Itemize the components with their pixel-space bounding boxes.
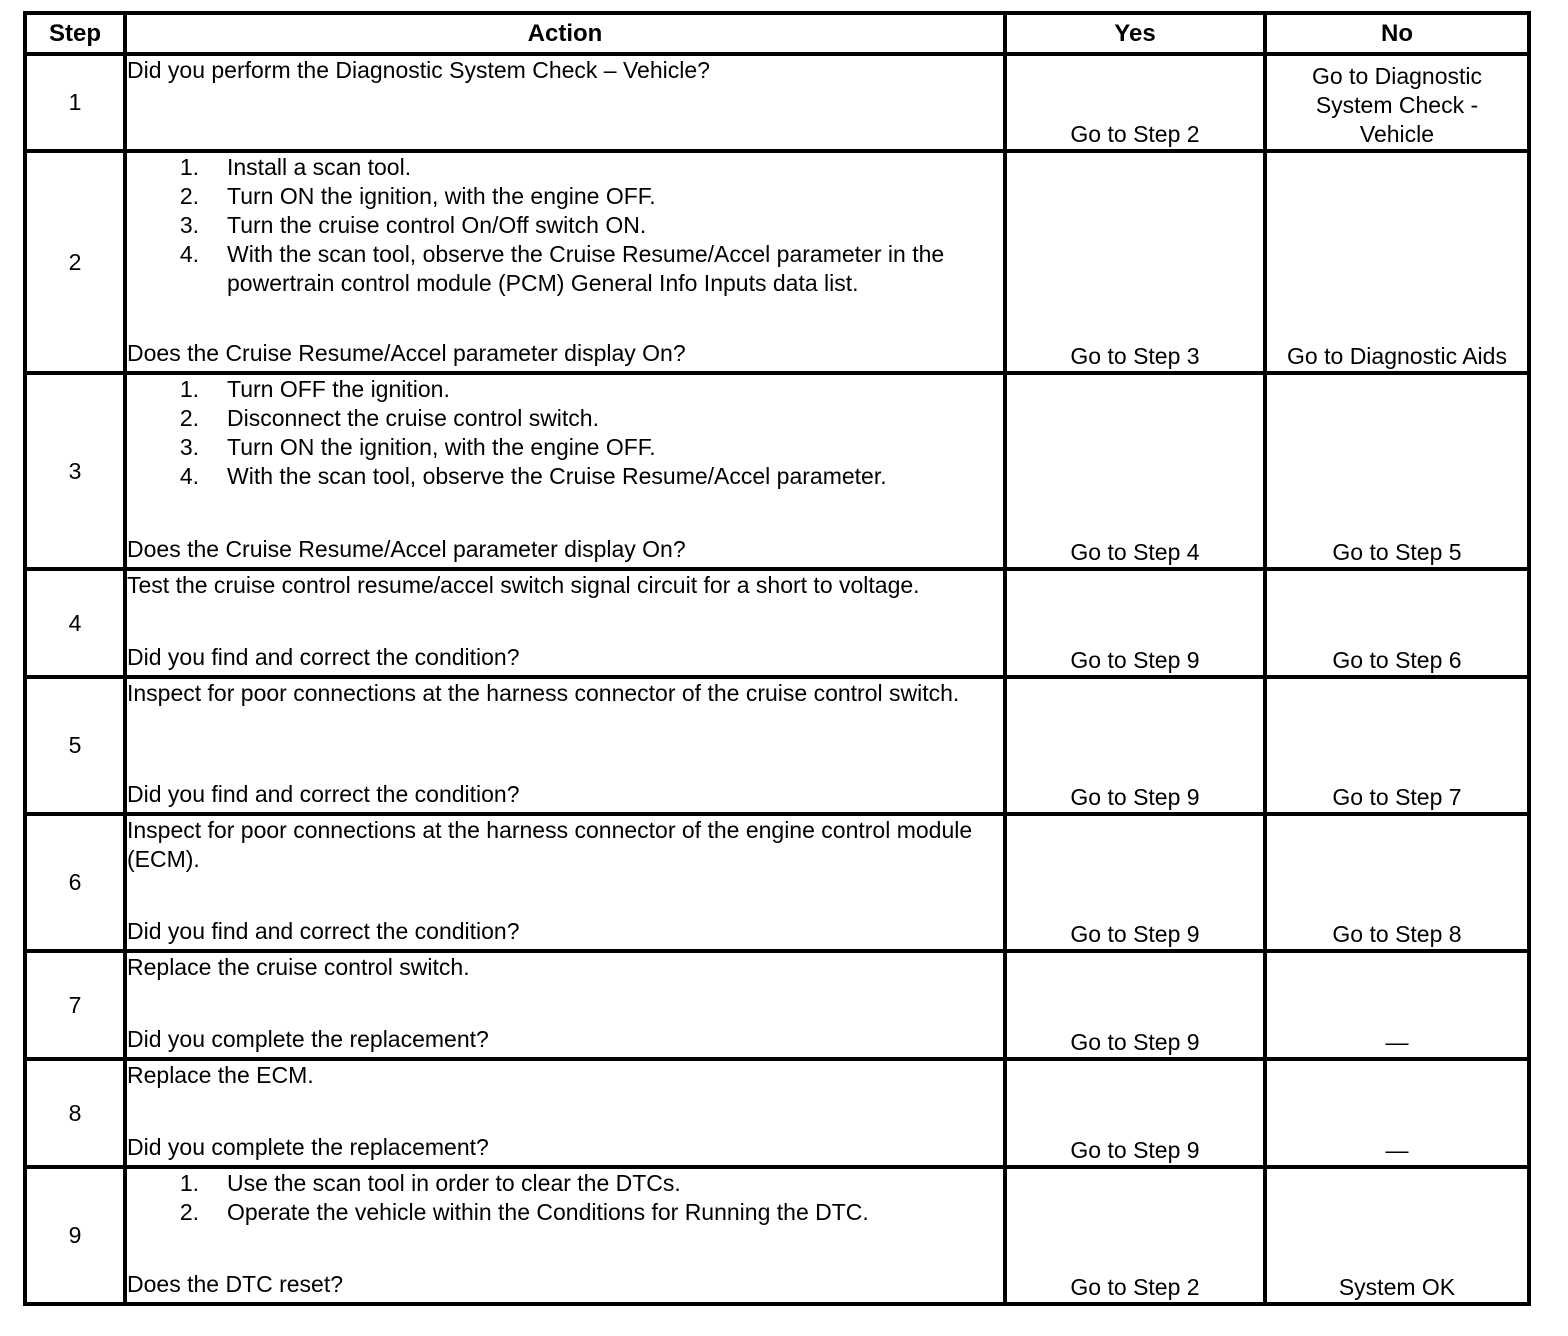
no-result: Go to Step 6 <box>1265 569 1529 677</box>
yes-result: Go to Step 9 <box>1005 569 1265 677</box>
action-cell <box>125 54 1005 151</box>
action-question: Did you find and correct the condition? <box>127 644 520 670</box>
procedure-item-number: 2. <box>179 183 199 209</box>
action-spacer <box>127 982 1003 1025</box>
step-number: 2 <box>25 151 125 373</box>
yes-result: Go to Step 9 <box>1005 951 1265 1059</box>
procedure-item <box>127 1169 1003 1198</box>
action-text: Inspect for poor connections at the harness connector of the engine control module (ECM). <box>127 817 973 872</box>
action-question: Did you complete the replacement? <box>127 1026 489 1052</box>
action-text: Test the cruise control resume/accel switch signal circuit for a short to voltage. <box>127 572 920 598</box>
header-row <box>25 13 1529 54</box>
procedure-item-number: 4. <box>179 463 199 489</box>
no-result: — <box>1265 951 1529 1059</box>
action-content <box>127 816 1003 946</box>
table-row <box>25 54 1529 151</box>
action-content <box>127 571 1003 672</box>
no-result: Go to Step 8 <box>1265 814 1529 951</box>
yes-result: Go to Step 9 <box>1005 814 1265 951</box>
table-row <box>25 1167 1529 1304</box>
procedure-item-text: Turn OFF the ignition. <box>227 376 450 402</box>
step-number: 8 <box>25 1059 125 1167</box>
step-number: 4 <box>25 569 125 677</box>
procedure-item-number: 1. <box>179 376 199 402</box>
procedure-item-number: 3. <box>179 434 199 460</box>
action-content <box>127 1169 1003 1299</box>
action-content <box>127 679 1003 809</box>
procedure-item-number: 1. <box>179 154 199 180</box>
step-number: 1 <box>25 54 125 151</box>
yes-result: Go to Step 4 <box>1005 373 1265 569</box>
table-row <box>25 1059 1529 1167</box>
action-question: Did you find and correct the condition? <box>127 781 520 807</box>
procedure-item-number: 4. <box>179 241 199 267</box>
action-text: Did you perform the Diagnostic System Check – Vehicle? <box>127 57 710 83</box>
header-no: No <box>1265 13 1529 54</box>
action-cell <box>125 1167 1005 1304</box>
table-row <box>25 151 1529 373</box>
yes-result: Go to Step 3 <box>1005 151 1265 373</box>
procedure-item-number: 2. <box>179 405 199 431</box>
procedure-item-text: Use the scan tool in order to clear the DTCs. <box>227 1170 681 1196</box>
procedure-item <box>127 1198 1003 1227</box>
procedure-item-number: 2. <box>179 1199 199 1225</box>
yes-result: Go to Step 9 <box>1005 677 1265 814</box>
procedure-list <box>127 1169 1003 1227</box>
table-row <box>25 677 1529 814</box>
procedure-item <box>127 404 1003 433</box>
action-spacer <box>127 298 1003 339</box>
action-text: Replace the ECM. <box>127 1062 314 1088</box>
procedure-item-number: 1. <box>179 1170 199 1196</box>
action-spacer <box>127 491 1003 535</box>
action-cell <box>125 151 1005 373</box>
action-spacer <box>127 600 1003 643</box>
header-step: Step <box>25 13 125 54</box>
procedure-item <box>127 240 1003 298</box>
procedure-item <box>127 211 1003 240</box>
action-cell <box>125 569 1005 677</box>
action-content <box>127 1061 1003 1162</box>
no-result: Go to Step 5 <box>1265 373 1529 569</box>
action-spacer <box>127 1090 1003 1133</box>
procedure-item-text: Turn the cruise control On/Off switch ON. <box>227 212 647 238</box>
action-spacer <box>127 1227 1003 1270</box>
no-result: Go to Diagnostic System Check - Vehicle <box>1265 54 1529 151</box>
procedure-item <box>127 375 1003 404</box>
procedure-item-text: Turn ON the ignition, with the engine OFF. <box>227 434 656 460</box>
procedure-item-text: Disconnect the cruise control switch. <box>227 405 599 431</box>
no-result: Go to Step 7 <box>1265 677 1529 814</box>
action-question: Does the DTC reset? <box>127 1271 344 1297</box>
table-row <box>25 373 1529 569</box>
procedure-list <box>127 375 1003 491</box>
procedure-item-text: Operate the vehicle within the Conditions for Running the DTC. <box>227 1199 869 1225</box>
procedure-item <box>127 462 1003 491</box>
procedure-item <box>127 153 1003 182</box>
action-question: Does the Cruise Resume/Accel parameter display On? <box>127 536 686 562</box>
action-content <box>127 56 1003 146</box>
no-result: — <box>1265 1059 1529 1167</box>
action-spacer <box>127 874 1003 917</box>
yes-result: Go to Step 2 <box>1005 54 1265 151</box>
step-number: 6 <box>25 814 125 951</box>
action-content <box>127 153 1003 368</box>
yes-result: Go to Step 9 <box>1005 1059 1265 1167</box>
action-cell <box>125 1059 1005 1167</box>
table-row <box>25 814 1529 951</box>
action-question: Did you find and correct the condition? <box>127 918 520 944</box>
table-row <box>25 569 1529 677</box>
diagnostic-table <box>23 11 1531 1306</box>
header-action: Action <box>125 13 1005 54</box>
step-number: 7 <box>25 951 125 1059</box>
procedure-item <box>127 182 1003 211</box>
step-number: 3 <box>25 373 125 569</box>
action-content <box>127 375 1003 564</box>
action-text: Replace the cruise control switch. <box>127 954 470 980</box>
action-cell <box>125 677 1005 814</box>
table-row <box>25 951 1529 1059</box>
yes-result: Go to Step 2 <box>1005 1167 1265 1304</box>
no-result: Go to Diagnostic Aids <box>1265 151 1529 373</box>
no-result: System OK <box>1265 1167 1529 1304</box>
action-spacer <box>127 708 1003 780</box>
procedure-item-text: Turn ON the ignition, with the engine OFF. <box>227 183 656 209</box>
action-cell <box>125 814 1005 951</box>
procedure-item-text: Install a scan tool. <box>227 154 412 180</box>
action-spacer <box>127 85 1003 146</box>
action-question: Did you complete the replacement? <box>127 1134 489 1160</box>
procedure-item-text: With the scan tool, observe the Cruise Resume/Accel parameter. <box>227 463 887 489</box>
procedure-list <box>127 153 1003 298</box>
step-number: 9 <box>25 1167 125 1304</box>
action-question: Does the Cruise Resume/Accel parameter display On? <box>127 340 686 366</box>
procedure-item-text: With the scan tool, observe the Cruise Resume/Accel parameter in the powertrain control module (PCM) General Info Inputs data list. <box>227 241 945 296</box>
action-text: Inspect for poor connections at the harness connector of the cruise control switch. <box>127 680 960 706</box>
action-content <box>127 953 1003 1054</box>
procedure-item <box>127 433 1003 462</box>
header-yes: Yes <box>1005 13 1265 54</box>
step-number: 5 <box>25 677 125 814</box>
procedure-item-number: 3. <box>179 212 199 238</box>
action-cell <box>125 373 1005 569</box>
action-cell <box>125 951 1005 1059</box>
